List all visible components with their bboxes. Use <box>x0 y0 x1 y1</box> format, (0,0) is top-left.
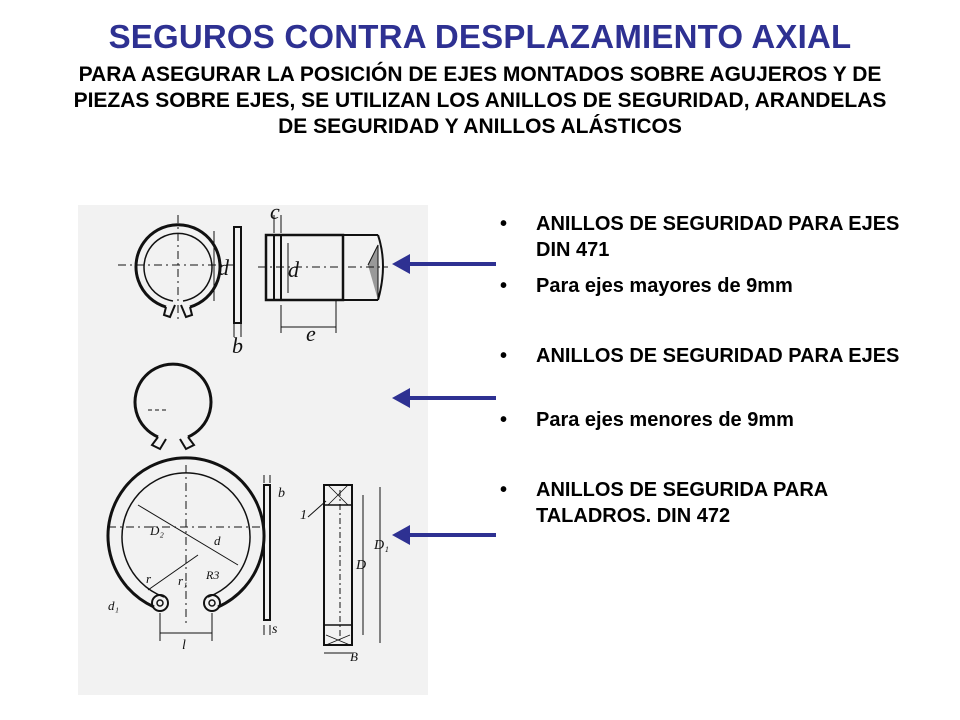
bullet-text: ANILLOS DE SEGURIDA PARA TALADROS. DIN 472 <box>536 479 828 527</box>
bullet-item <box>500 211 910 263</box>
shaft-groove-drawing <box>258 215 388 333</box>
label-e: e <box>306 321 316 346</box>
bullet-dot: • <box>500 275 508 297</box>
label-r3: R3 <box>206 568 220 582</box>
label-d-shaft: d <box>288 257 299 282</box>
label-d1-small: d₁ <box>108 598 120 613</box>
technical-drawing <box>78 205 428 695</box>
arrow-left-icon <box>392 524 496 546</box>
label-d-bore: d <box>214 533 221 548</box>
ring-din472-drawing <box>108 458 264 641</box>
bullet-text: Para ejes menores de 9mm <box>536 409 794 431</box>
bullet-item <box>500 343 910 369</box>
bullet-dot: • <box>500 345 508 367</box>
label-d-ring: d <box>218 255 229 280</box>
arrow-left-icon <box>392 253 496 275</box>
bullet-text: ANILLOS DE SEGURIDAD PARA EJES <box>536 345 900 367</box>
label-b-side: b <box>278 486 285 501</box>
ring-drawings-svg <box>78 205 428 695</box>
label-B: B <box>350 649 358 664</box>
slide-title: SEGUROS CONTRA DESPLAZAMIENTO AXIAL <box>108 18 852 55</box>
ring-side-view-drawing <box>264 475 270 635</box>
label-D: D <box>356 558 367 573</box>
bullet-item <box>500 273 910 299</box>
bullet-text: ANILLOS DE SEGURIDAD PARA EJES DIN 471 <box>536 213 900 261</box>
bullet-dot: • <box>500 409 508 431</box>
bullet-item <box>500 407 910 433</box>
bore-section-drawing <box>308 485 380 653</box>
label-s: s <box>272 622 278 637</box>
label-1: 1 <box>300 508 307 523</box>
label-r: r <box>146 571 152 586</box>
label-l: l <box>182 638 186 653</box>
bullet-dot: • <box>500 479 508 501</box>
label-r1: r₁ <box>178 573 188 588</box>
label-b: b <box>232 333 243 358</box>
bullet-item <box>500 477 910 529</box>
label-D1: D₁ <box>374 538 389 553</box>
label-d2: D₂ <box>150 523 164 538</box>
arrow-left-icon <box>392 387 496 409</box>
slide-subtitle: PARA ASEGURAR LA POSICIÓN DE EJES MONTADOS SOBRE AGUJEROS Y DE PIEZAS SOBRE EJES, SE UTILIZAN LOS ANILLOS DE SEGURIDAD, ARANDELAS DE SEGURIDAD Y ANILLOS ALÁSTICOS <box>73 63 887 138</box>
small-ring-drawing <box>135 364 211 449</box>
bullet-dot: • <box>500 213 508 235</box>
bullet-text: Para ejes mayores de 9mm <box>536 275 793 297</box>
label-c: c <box>270 205 280 224</box>
